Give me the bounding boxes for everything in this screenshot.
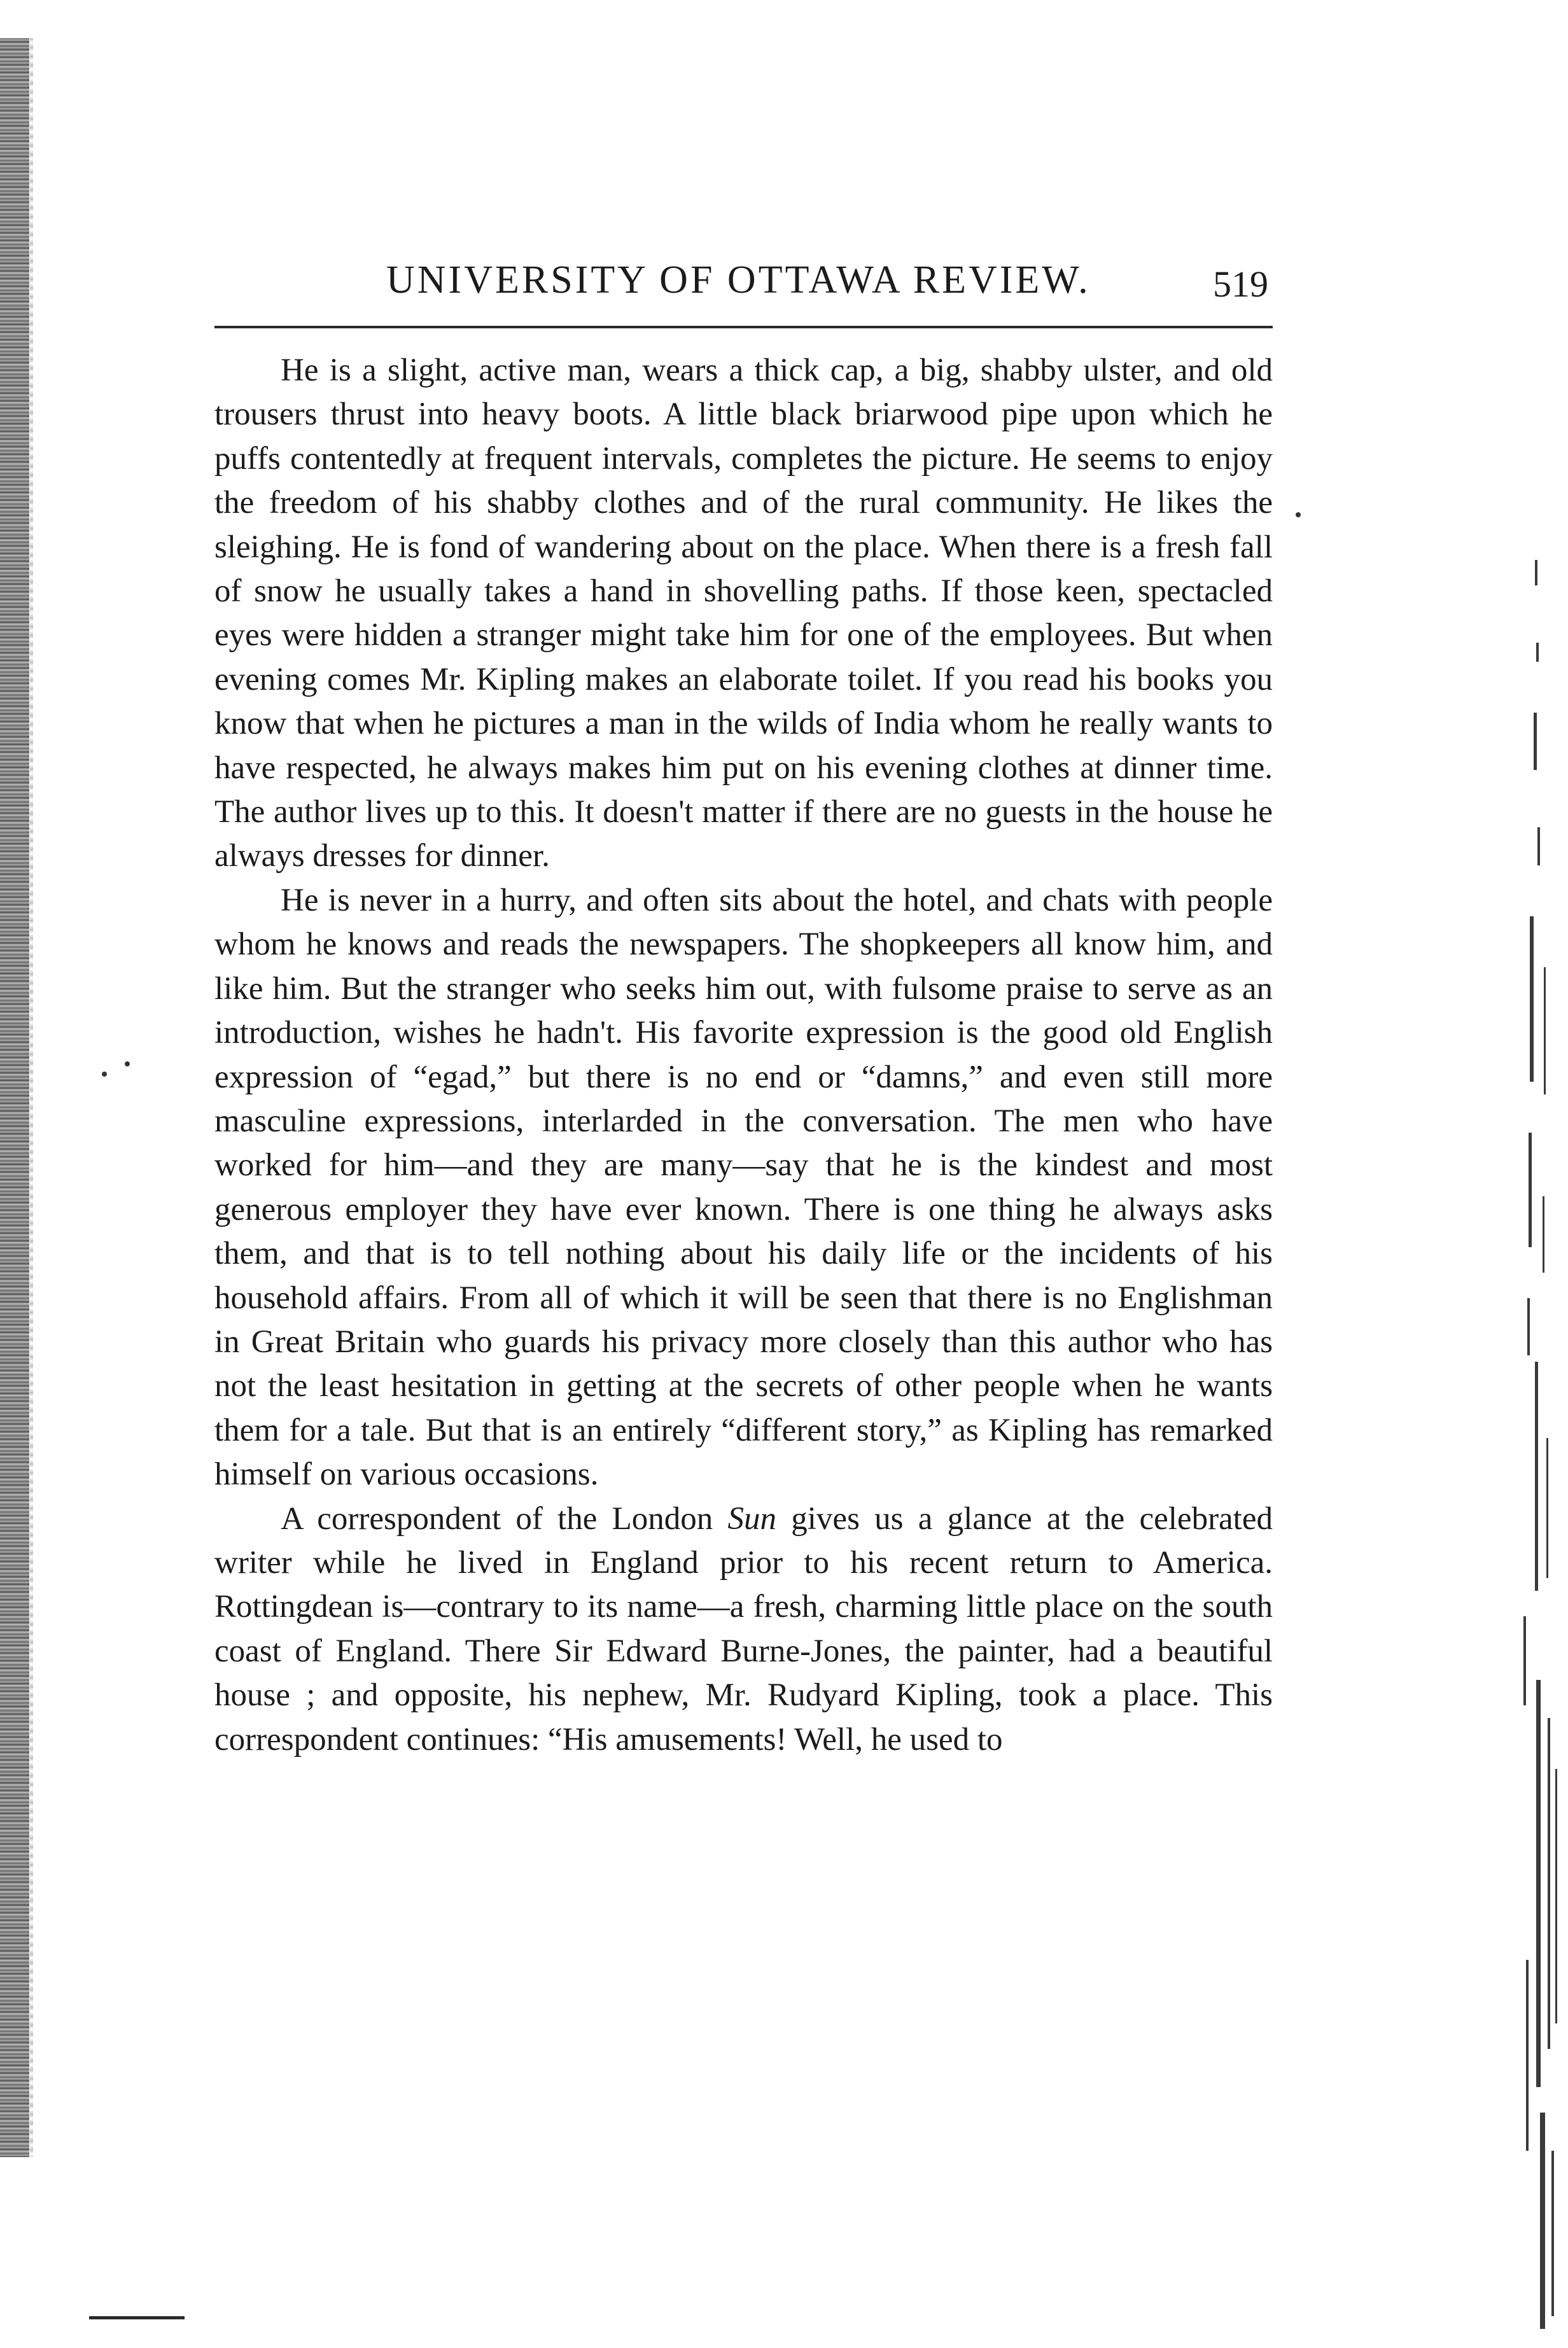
corner-rule-mark [89, 2316, 185, 2319]
scan-binding-edge [0, 38, 29, 2157]
newspaper-title: Sun [727, 1500, 777, 1537]
stray-dot [1296, 512, 1301, 517]
paragraph-3-lead: A correspondent of the London [281, 1500, 728, 1537]
article-body [214, 349, 1273, 1762]
running-title: UNIVERSITY OF OTTAWA REVIEW. [386, 258, 1091, 302]
header-rule [214, 326, 1273, 328]
paragraph-2: He is never in a hurry, and often sits about the hotel, and chats with people whom he knows and reads the newspapers. The shopkeepers all know him, and like him. But the stranger who seeks him out, with fulsome praise to serve as an introduction, wishes he hadn't. His favorite expression is the good old English expression of “egad,” but there is no end or “damns,” and even still more masculine expressions, interlarded in the conversation. The men who have worked for him—and they are many—say that he is the kindest and most generous employer they have ever known. There is one thing he always asks them, and that is to tell nothing about his daily life or the incidents of his household affairs. From all of which it will be seen that there is no Englishman in Great Britain who guards his privacy more closely than this author who has not the least hesitation in getting at the secrets of other people when he wants them for a tale. But that is an entirely “different story,” as Kipling has remarked himself on various occasions. [214, 882, 1273, 1493]
page-number: 519 [1213, 263, 1268, 305]
paragraph-1: He is a slight, active man, wears a thick cap, a big, shabby ulster, and old trousers thrust into heavy boots. A little black briarwood pipe upon which he puffs contentedly at frequent intervals, completes the picture. He seems to enjoy the freedom of his shabby clothes and of the rural community. He likes the sleighing. He is fond of wandering about on the place. When there is a fresh fall of snow he usually takes a hand in shovelling paths. If those keen, spectacled eyes were hidden a stranger might take him for one of the employees. But when evening comes Mr. Kipling makes an elaborate toilet. If you read his books you know that when he pictures a man in the wilds of India whom he really wants to have respected, he always makes him put on his evening clothes at dinner time. The author lives up to this. It doesn't matter if there are no guests in the house he always dresses for dinner. [214, 353, 1273, 874]
page-header [214, 251, 1271, 321]
paragraph-3-rest: gives us a glance at the celebrated writer while he lived in England prior to his recent return to America. Rottingdean is—contrary to its name—a fresh, charming little place on the south coast of England. There Sir Edward Burne-Jones, the painter, had a beautiful house ; and opposite, his nephew, Mr. Rudyard Kipling, took a place. This correspondent continues: “His amusements! Well, he used to [214, 1500, 1273, 1758]
paragraph-3 [214, 1497, 1273, 1762]
scan-bleed-through-marks [1498, 560, 1568, 2348]
stray-dot [125, 1061, 130, 1066]
stray-dot [102, 1072, 107, 1077]
